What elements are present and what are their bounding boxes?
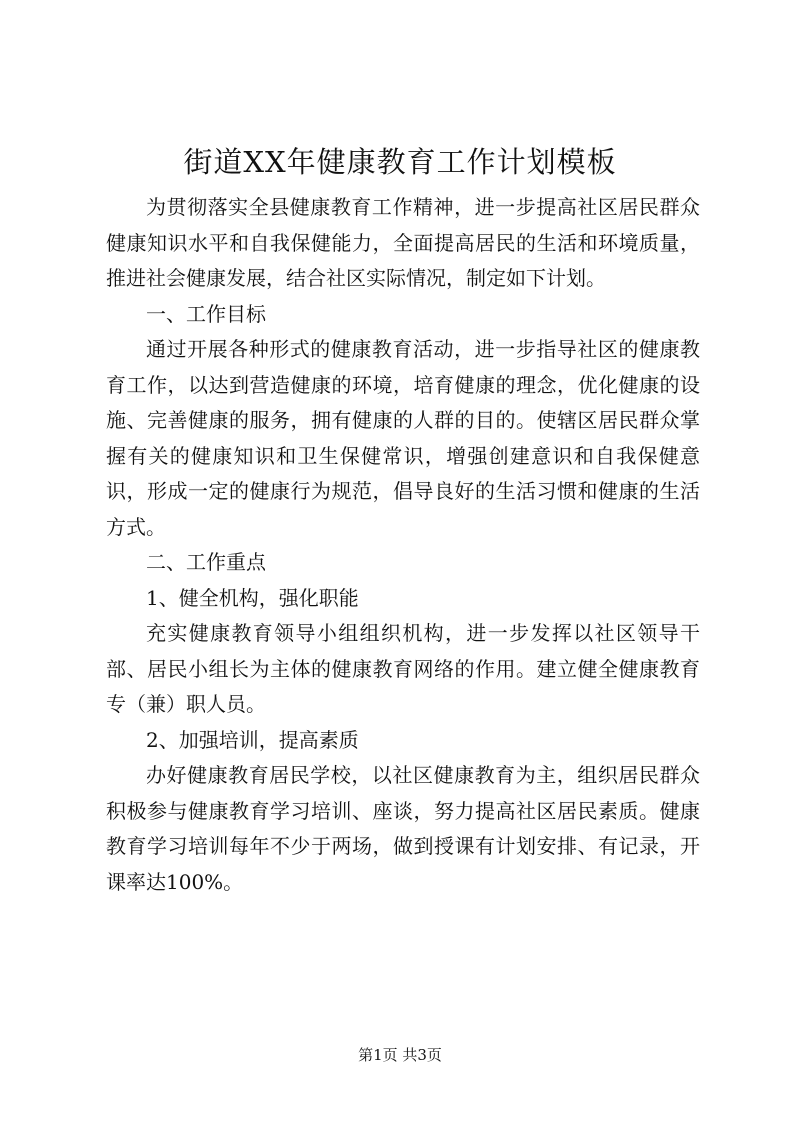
subheading-organization: 1、健全机构，强化职能 (146, 585, 359, 610)
document-body (106, 190, 700, 900)
heading-work-goals: 一、工作目标 (146, 301, 266, 326)
paragraph-training: 办好健康教育居民学校，以社区健康教育为主，组织居民群众积极参与健康教育学习培训、座谈，努力提高社区居民素质。健康教育学习培训每年不少于两场，做到授课有计划安排、有记录，开课率达100%。 (106, 763, 700, 894)
page-footer: 第1页 共3页 (358, 1046, 442, 1064)
heading-work-focus: 二、工作重点 (146, 550, 266, 574)
document-title: 街道XX年健康教育工作计划模板 (183, 145, 617, 179)
paragraph-intro: 为贯彻落实全县健康教育工作精神，进一步提高社区居民群众健康知识水平和自我保健能力，全面提高居民的生活和环境质量，推进社会健康发展，结合社区实际情况，制定如下计划。 (106, 195, 700, 290)
paragraph-work-goals: 通过开展各种形式的健康教育活动，进一步指导社区的健康教育工作，以达到营造健康的环境，培育健康的理念，优化健康的设施、完善健康的服务，拥有健康的人群的目的。使辖区居民群众掌握有关的健康知识和卫生保健常识，增强创建意识和自我保健意识，形成一定的健康行为规范，倡导良好的生活习惯和健康的生活方式。 (106, 337, 700, 539)
subheading-training: 2、加强培训，提高素质 (146, 727, 359, 752)
paragraph-organization: 充实健康教育领导小组组织机构，进一步发挥以社区领导干部、居民小组长为主体的健康教育网络的作用。建立健全健康教育专（兼）职人员。 (106, 621, 700, 716)
